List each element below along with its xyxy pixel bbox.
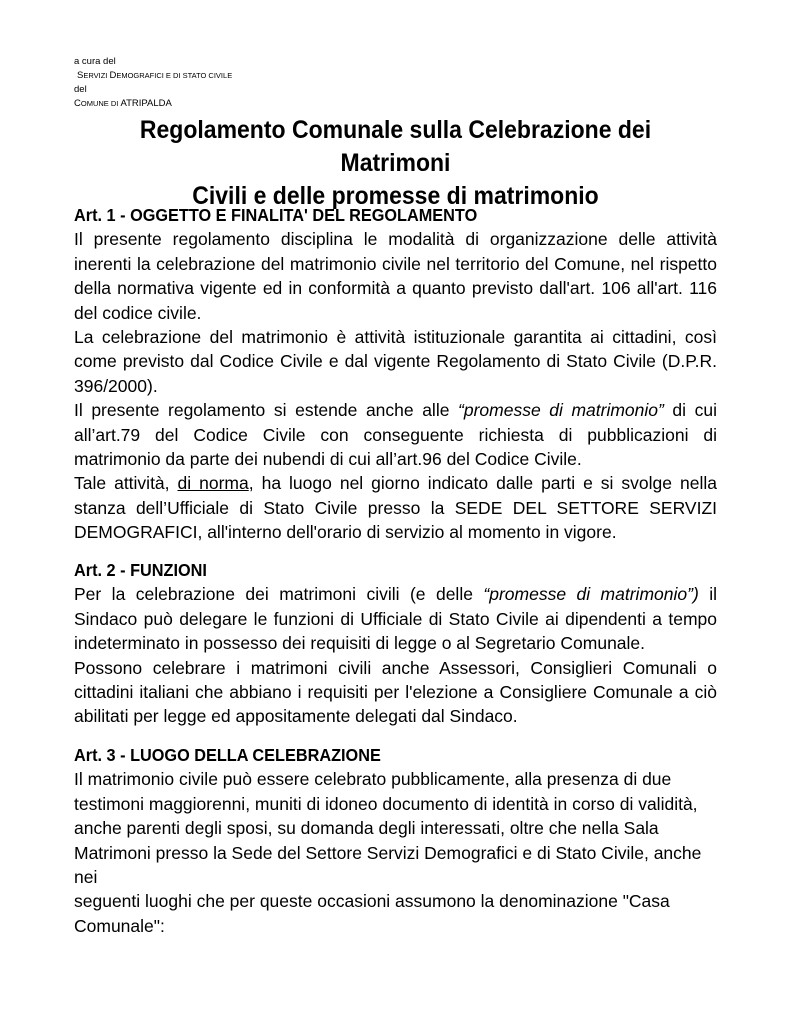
article-1-paragraph-3: Il presente regolamento si estende anche alle “promesse di matrimonio” di cui all’art.79 del Codice Civile con conseguente richiesta di pubblicazioni di matrimonio da parte dei nubendi di cui all’art.96 del Codice Civile. (74, 400, 718, 470)
article-3-line: Il matrimonio civile può essere celebrato pubblicamente, alla presenza di due (74, 769, 672, 790)
document-title (87, 114, 704, 213)
article-3-line: seguenti luoghi che per queste occasioni assumono la denominazione "Casa (74, 891, 670, 912)
article-3-line: Comunale": (74, 915, 165, 936)
header-line-1: a cura del (74, 56, 116, 67)
article-1-heading: Art. 1 - OGGETTO E FINALITA' DEL REGOLAMENTO (74, 205, 478, 225)
article-1-paragraph-4: Tale attività, di norma, ha luogo nel giorno indicato dalle parti e si svolge nella stanza dell’Ufficiale di Stato Civile presso la SEDE DEL SETTORE SERVIZI DEMOGRAFICI, all'interno dell'orario di servizio al momento in vigore. (74, 473, 717, 543)
article-3-line: testimoni maggiorenni, muniti di idoneo documento di identità in corso di validità, (74, 793, 698, 814)
article-2 (74, 558, 717, 729)
title-line-2: Civili e delle promesse di matrimonio (192, 182, 599, 210)
header-line-3: del (74, 84, 87, 95)
header-line-2: SERVIZI DEMOGRAFICI E DI STATO CIVILE (77, 70, 233, 81)
title-line-1: Regolamento Comunale sulla Celebrazione dei Matrimoni (139, 116, 652, 177)
article-2-heading: Art. 2 - FUNZIONI (74, 560, 207, 580)
article-3 (74, 743, 717, 938)
header-line-4: COMUNE DI ATRIPALDA (74, 98, 172, 109)
article-3-line: anche parenti degli sposi, su domanda degli interessati, oltre che nella Sala (74, 818, 659, 839)
article-2-paragraph-1: Per la celebrazione dei matrimoni civili (e delle “promesse di matrimonio”) il Sindaco può delegare le funzioni di Ufficiale di Stato Civile ai dipendenti a tempo indeterminato in possesso dei requisiti di legge o al Segretario Comunale. (74, 584, 718, 654)
document-header (74, 55, 232, 111)
article-2-paragraph-2: Possono celebrare i matrimoni civili anche Assessori, Consiglieri Comunali o cittadini italiani che abbiano i requisiti per l'elezione a Consigliere Comunale a ciò abilitati per legge ed appositamente delegati dal Sindaco. (74, 657, 717, 727)
article-1-paragraph-2: La celebrazione del matrimonio è attività istituzionale garantita ai cittadini, così come previsto dal Codice Civile e dal vigente Regolamento di Stato Civile (D.P.R. 396/2000). (74, 327, 717, 396)
article-3-heading: Art. 3 - LUOGO DELLA CELEBRAZIONE (74, 745, 381, 765)
article-3-line: Matrimoni presso la Sede del Settore Servizi Demografici e di Stato Civile, anche nei (74, 842, 702, 888)
article-1-paragraph-1: Il presente regolamento disciplina le modalità di organizzazione delle attività inerenti la celebrazione del matrimonio civile nel territorio del Comune, nel rispetto della normativa vigente ed in conformità a quanto previsto dall'art. 106 all'art. 116 del codice civile. (74, 229, 717, 323)
article-1 (74, 203, 717, 545)
